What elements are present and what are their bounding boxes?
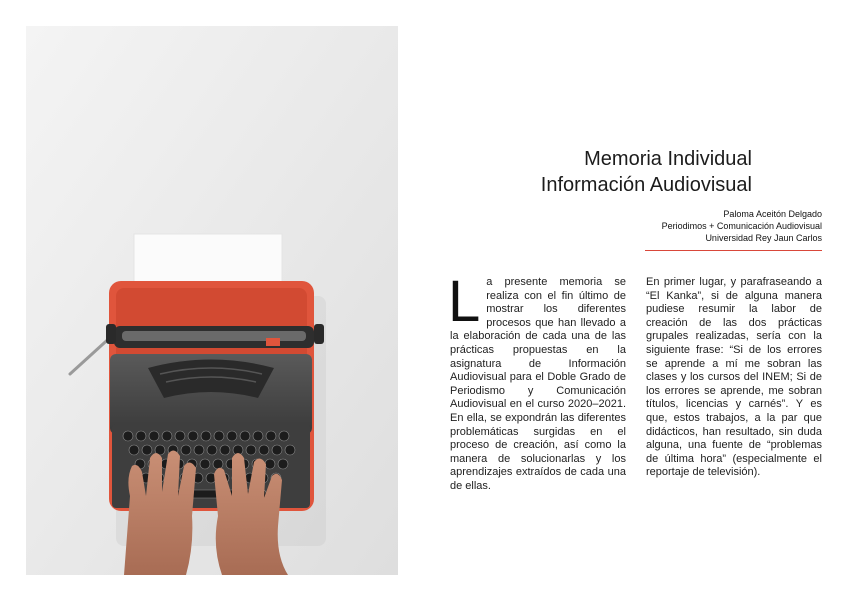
body-column-2: [646, 276, 822, 480]
accent-divider: [645, 250, 822, 251]
body-column-1: [448, 269, 626, 494]
title-line-1: Memoria Individual: [584, 148, 752, 170]
author-name: Paloma Aceitón Delgado: [723, 209, 822, 219]
author-degree: Periodimos + Comunicación Audiovisual: [661, 221, 822, 231]
body-paragraph-1: a presente memoria se realiza con el fin último de mostrar los diferentes procesos que han llevado a la elaboración de cada una de las prácticas propuestas en la asignatura de Información Audiovisual para el Doble Grado de Periodismo y Comunicación Audiovisual en el curso 2020–2021. En ella, se expondrán las diferentes problemáticas surgidas en el proceso de creación, así como la manera de solucionarlas y los aprendizajes extraídos de cada una de ellas.: [450, 276, 626, 492]
body-paragraph-2: En primer lugar, y parafraseando a “El Kanka”, si de alguna manera pudiese resumir la labor de creación de las dos prácticas grupales realizadas, sería con la siguiente frase: “Si de los errores se aprende a mí me sobran las clases y los cursos del INEM; Si de los errores se aprende, me sobran títulos, licencias y carnés”. Y es que, estos trabajos, a la par que didácticos, han resultado, sin duda alguna, una fuente de “problemas de última hora” (especialmente el reportaje de televisión).: [646, 276, 822, 479]
typewriter-photo: [26, 26, 398, 575]
title-line-2: Información Audiovisual: [540, 174, 752, 196]
drop-cap: L: [448, 269, 481, 334]
author-university: Universidad Rey Jaun Carlos: [705, 233, 822, 243]
document-title: [422, 146, 752, 198]
typewriter-illustration: [26, 26, 398, 575]
author-block: [522, 208, 822, 244]
